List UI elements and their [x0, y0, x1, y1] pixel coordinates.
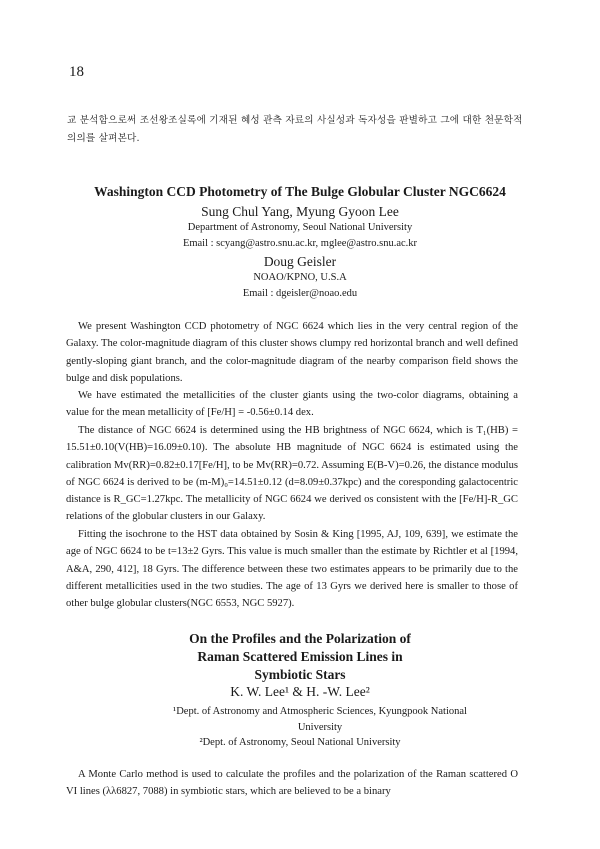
article1-affiliation: Department of Astronomy, Seoul National University — [187, 222, 413, 233]
article2-authors: K. W. Lee¹ & H. -W. Lee² — [230, 684, 370, 699]
article2-title-line3: Symbiotic Stars — [254, 667, 346, 682]
article1-paragraph-3: The distance of NGC 6624 is determined using the HB brightness of NGC 6624, which is T₁(HB) = 15.51±0.10(V(HB)=16.09±0.10). The absolute HB magnitude of NGC 6624 is estimated using the calibration Mv(RR)=0.82±0.17[Fe/H], to be Mv(RR)=0.72. Assuming E(B-V)=0.26, the distance modulus of NGC 6624 is derived to be (m-M)₀=14.51±0.12 (d=8.09±0.37kpc) and the coresponding galactocentric distance is R_GC=1.27kpc. The metallicity of NGC 6624 we derived os consistent with the [Fe/H]-R_GC relations of the globular clusters in our Galaxy. — [66, 425, 518, 523]
page-number: 18 — [69, 64, 84, 80]
article2-affiliation2: ²Dept. of Astronomy, Seoul National University — [199, 737, 401, 748]
article1-author2: Doug Geisler — [263, 254, 337, 269]
article1-authors: Sung Chul Yang, Myung Gyoon Lee — [201, 204, 399, 219]
article1-email: Email : scyang@astro.snu.ac.kr, mglee@astro.snu.ac.kr — [182, 238, 418, 249]
article1-paragraph-1: We present Washington CCD photometry of NGC 6624 which lies in the very central region of the Galaxy. The color-magnitude diagram of this cluster shows clumpy red horizontal branch and well defined gently-sloping giant branch, and the color-magnitude diagram of the nearby comparison field shows the bulge and disk populations. — [66, 321, 518, 384]
article1-affiliation2: NOAO/KPNO, U.S.A — [253, 272, 347, 283]
article1-paragraph-2: We have estimated the metallicities of the cluster giants using the two-color diagrams, obtaining a value for the mean metallicity of [Fe/H] = -0.56±0.14 dex. — [66, 390, 518, 419]
article2-title-line1: On the Profiles and the Polarization of — [189, 631, 411, 646]
article2-paragraph: A Monte Carlo method is used to calculate the profiles and the polarization of the Raman scattered O VI lines (λλ6827, 7088) in symbiotic stars, which are believed to be a binary — [66, 769, 518, 798]
article2-affiliation1: ¹Dept. of Astronomy and Atmospheric Sciences, Kyungpook National University — [173, 706, 467, 733]
article1-email2: Email : dgeisler@noao.edu — [242, 288, 358, 299]
article2-title-line2: Raman Scattered Emission Lines in — [197, 649, 403, 664]
korean-paragraph: 교 분석함으로써 조선왕조실록에 기재된 혜성 관측 자료의 사실성과 독자성을 판별하고 그에 대한 천문학적 의의를 살펴본다. — [67, 115, 523, 144]
article1-title: Washington CCD Photometry of The Bulge Globular Cluster NGC6624 — [94, 184, 506, 199]
article1-paragraph-4: Fitting the isochrone to the HST data obtained by Sosin & King [1995, AJ, 109, 639], we estimate the age of NGC 6624 to be t=13±2 Gyrs. This value is much smaller than the estimate by Richtler et al [1994, A&A, 290, 412], 18 Gyrs. The difference between these two estimates appears to be primarily due to the different metallicities used in the two studies. The age of 13 Gyrs we derived here is smaller to those of other bulge globular clusters(NGC 6553, NGC 5927). — [66, 529, 518, 610]
